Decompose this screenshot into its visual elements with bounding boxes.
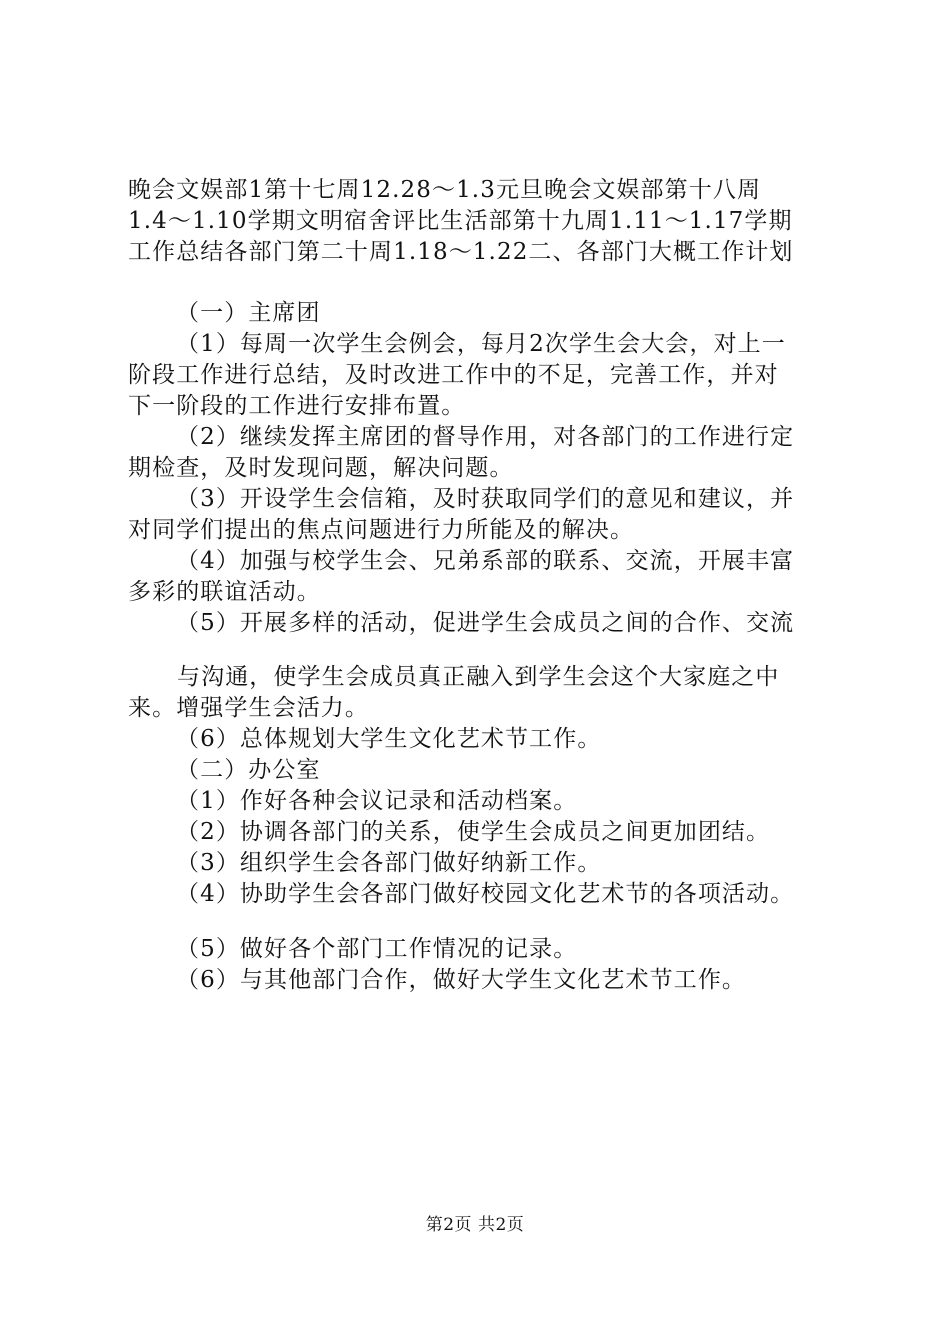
page-number-footer: 第2页 共2页 xyxy=(425,1215,525,1235)
section-heading: （二）办公室 xyxy=(176,757,321,783)
paragraph-line: （1）每周一次学生会例会，每月2次学生会大会，对上一 xyxy=(176,331,786,357)
list-item: （3）组织学生会各部门做好纳新工作。 xyxy=(176,850,602,876)
section-heading: （一）主席团 xyxy=(176,300,321,326)
list-item: （1）作好各种会议记录和活动档案。 xyxy=(176,788,578,814)
paragraph-line: （4）加强与校学生会、兄弟系部的联系、交流，开展丰富 xyxy=(176,548,795,574)
paragraph-line: 阶段工作进行总结，及时改进工作中的不足，完善工作，并对 xyxy=(128,362,779,388)
paragraph-line: 多彩的联谊活动。 xyxy=(128,579,321,605)
paragraph-line: 晚会文娱部1第十七周12.28～1.3元旦晚会文娱部第十八周 xyxy=(128,177,762,203)
paragraph-line: 对同学们提出的焦点问题进行力所能及的解决。 xyxy=(128,517,635,543)
paragraph-line: 与沟通，使学生会成员真正融入到学生会这个大家庭之中 xyxy=(177,664,780,690)
list-item: （5）做好各个部门工作情况的记录。 xyxy=(176,936,578,962)
paragraph-line: （6）总体规划大学生文化艺术节工作。 xyxy=(176,726,602,752)
paragraph-line: 期检查，及时发现问题，解决问题。 xyxy=(128,455,514,481)
paragraph-line: （2）继续发挥主席团的督导作用，对各部门的工作进行定 xyxy=(176,424,795,450)
list-item: （4）协助学生会各部门做好校园文化艺术节的各项活动。 xyxy=(176,881,795,907)
paragraph-line: 1.4～1.10学期文明宿舍评比生活部第十九周1.11～1.17学期 xyxy=(128,208,793,234)
paragraph-line: 来。增强学生会活力。 xyxy=(128,695,369,721)
paragraph-line: （3）开设学生会信箱，及时获取同学们的意见和建议，并 xyxy=(176,486,795,512)
list-item: （6）与其他部门合作，做好大学生文化艺术节工作。 xyxy=(176,967,747,993)
list-item: （2）协调各部门的关系，使学生会成员之间更加团结。 xyxy=(176,819,771,845)
paragraph-line: 工作总结各部门第二十周1.18～1.22二、各部门大概工作计划 xyxy=(128,239,794,265)
paragraph-line: 下一阶段的工作进行安排布置。 xyxy=(128,393,466,419)
paragraph-line: （5）开展多样的活动，促进学生会成员之间的合作、交流 xyxy=(176,610,795,636)
